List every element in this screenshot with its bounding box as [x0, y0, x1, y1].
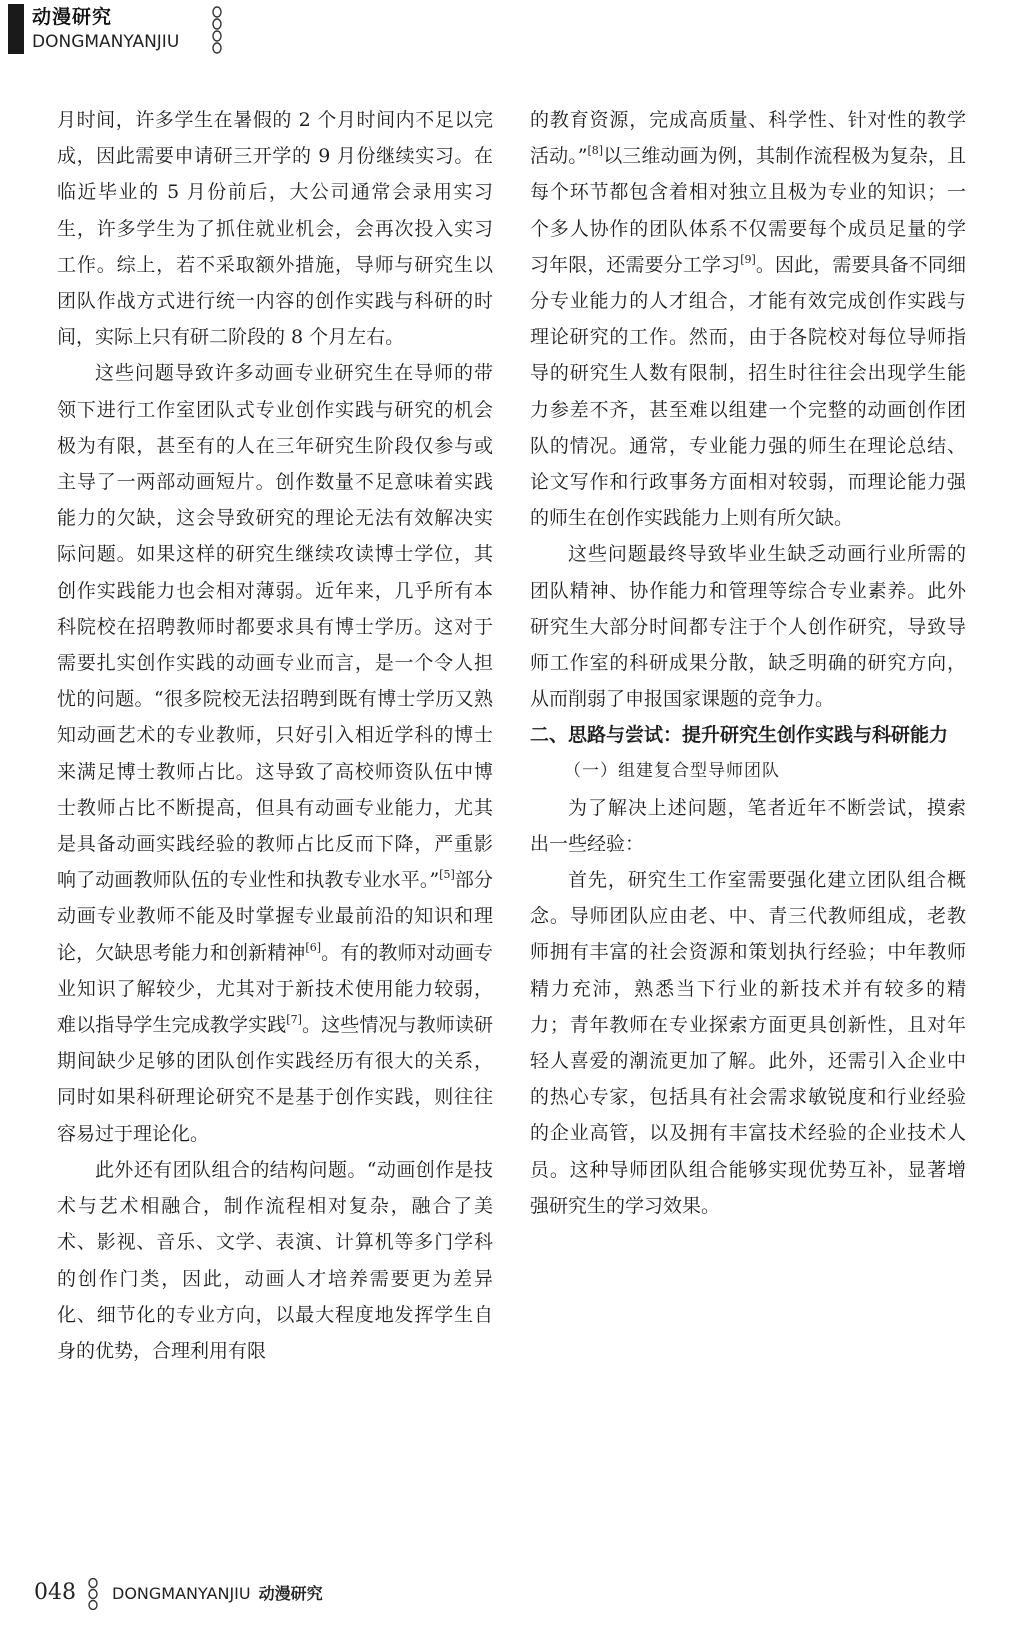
reference-mark: [5]: [439, 868, 455, 882]
reference-mark: [9]: [740, 252, 756, 266]
reference-mark: [6]: [305, 940, 321, 954]
paragraph-text: 。这些情况与教师读研期间缺少足够的团队创作实践经历有很大的关系，同时如果科研理论研究不是基于创作实践，则往往容易过于理论化。: [57, 1014, 493, 1145]
paragraph-text: 。有的教师对动画专业知识了解较少，尤其对于新技术使用能力较弱，难以指导学生完成教学实践: [57, 941, 493, 1037]
paragraph: [57, 355, 493, 1151]
journal-title: 动漫研究: [32, 6, 113, 28]
paragraph: 这些问题最终导致毕业生缺乏动画行业所需的团队精神、协作能力和管理等综合专业素养。此外研究生大部分时间都专注于个人创作研究，导致导师工作室的科研成果分散，缺乏明确的研究方向，从而削弱了申报国家课题的竞争力。: [530, 543, 966, 711]
page-header: [0, 0, 300, 60]
reference-mark: [8]: [587, 144, 604, 158]
paragraph: 月时间，许多学生在暑假的 2 个月时间内不足以完成，因此需要申请研三开学的 9 月份继续实习。在临近毕业的 5 月份前后，大公司通常会录用实习生，许多学生为了抓住就业机会，会再次投入实习工作。综上，若不采取额外措施，导师与研究生以团队作战方式进行统一内容的创作实践与科研的时间，实际上只有研二阶段的 8 个月左右。: [57, 109, 493, 349]
chain-ornament-icon: [86, 1578, 100, 1610]
paragraph-text: 。因此，需要具备不同细分专业能力的人才组合，才能有效完成创作实践与理论研究的工作。然而，由于各院校对每位导师指导的研究生人数有限制，招生时往往会出现学生能力参差不齐，甚至难以组建一个完整的动画创作团队的情况。通常，专业能力强的师生在理论总结、论文写作和行政事务方面相对较弱，而理论能力强的师生在创作实践能力上则有所欠缺。: [530, 253, 966, 530]
paragraph-text: 这些问题导致许多动画专业研究生在导师的带领下进行工作室团队式专业创作实践与研究的机会极为有限，甚至有的人在三年研究生阶段仅参与或主导了一两部动画短片。创作数量不足意味着实践能力的欠缺，这会导致研究的理论无法有效解决实际问题。如果这样的研究生继续攻读博士学位，其创作实践能力也会相对薄弱。近年来，几乎所有本科院校在招聘教师时都要求具有博士学历。这对于需要扎实创作实践的动画专业而言，是一个令人担忧的问题。“很多院校无法招聘到既有博士学历又熟知动画艺术的专业教师，只好引入相近学科的博士来满足博士教师占比。这导致了高校师资队伍中博士教师占比不断提高，但具有动画专业能力，尤其是具备动画实践经验的教师占比反而下降，严重影响了动画教师队伍的专业性和执教专业水平。”: [57, 362, 493, 892]
page-number: 048: [34, 1580, 76, 1605]
paragraph-text: 的教育资源，完成高质量、科学性、针对性的教学活动。”: [530, 109, 966, 168]
reference-mark: [7]: [286, 1013, 302, 1027]
paragraph: 首先，研究生工作室需要强化建立团队组合概念。导师团队应由老、中、青三代教师组成，老教师拥有丰富的社会资源和策划执行经验；中年教师精力充沛，熟悉当下行业的新技术并有较多的精力；青年教师在专业探索方面更具创新性，且对年轻人喜爱的潮流更加了解。此外，还需引入企业中的热心专家，包括具有社会需求敏锐度和行业经验的企业高管，以及拥有丰富技术经验的企业技术人员。这种导师团队组合能够实现优势互补，显著增强研究生的学习效果。: [530, 869, 966, 1217]
footer-journal-cn: 动漫研究: [258, 1584, 323, 1603]
paragraph: 此外还有团队组合的结构问题。“动画创作是技术与艺术相融合，制作流程相对复杂，融合了美术、影视、音乐、文学、表演、计算机等多门学科的创作门类，因此，动画人才培养需要更为差异化、细节化的专业方向，以最大程度地发挥学生自身的优势，合理利用有限: [57, 1158, 493, 1362]
section-heading: 二、思路与尝试：提升研究生创作实践与科研能力: [530, 724, 949, 747]
right-column: [530, 102, 966, 1224]
subsection-heading: （一）组建复合型导师团队: [564, 761, 780, 782]
chain-ornament-icon: [210, 6, 224, 54]
footer-journal-name: [112, 1584, 323, 1604]
paragraph-text: 部分动画专业教师不能及时掌握专业最前沿的知识和理论，欠缺思考能力和创新精神: [57, 869, 493, 964]
paragraph-text: 以三维动画为例，其制作流程极为复杂，且每个环节都包含着相对独立且极为专业的知识；一个多人协作的团队体系不仅需要每个成员足量的学习年限，还需要分工学习: [530, 145, 966, 276]
footer-journal-en: DONGMANYANJIU: [112, 1584, 251, 1603]
journal-subtitle: DONGMANYANJIU: [32, 32, 180, 52]
paragraph: [530, 102, 966, 536]
left-column: [57, 102, 493, 1369]
paragraph: 为了解决上述问题，笔者近年不断尝试，摸索出一些经验：: [530, 796, 966, 855]
page-footer: [34, 1580, 534, 1610]
header-bar-decoration: [8, 4, 24, 54]
